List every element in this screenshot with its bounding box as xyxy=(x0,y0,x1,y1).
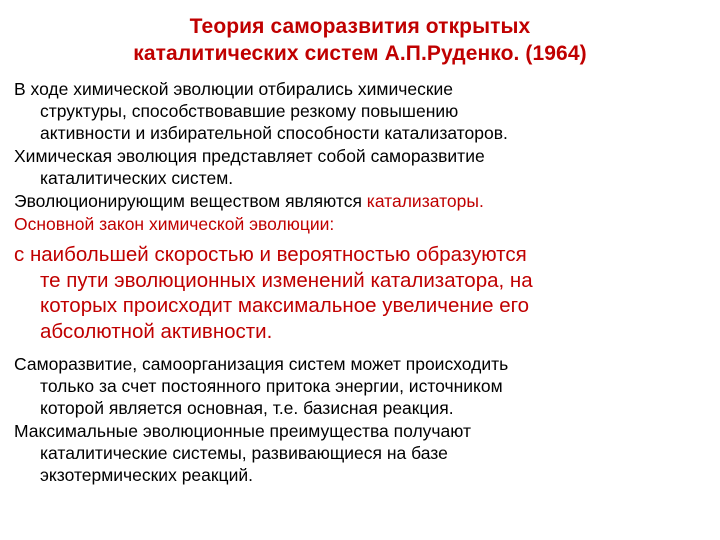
paragraph-4-law-heading xyxy=(14,213,706,235)
paragraph-7-line-2: каталитические системы, развивающиеся на базе xyxy=(40,442,448,463)
paragraph-7-line-3: экзотермических реакций. xyxy=(40,464,253,485)
paragraph-2-line-1: Химическая эволюция представляет собой саморазвитие xyxy=(14,145,485,166)
paragraph-6-line-3: которой является основная, т.е. базисная реакция. xyxy=(40,397,454,418)
paragraph-5-line-3: которых происходит максимальное увеличение его xyxy=(40,294,530,318)
paragraph-3-text: Эволюционирующим веществом являются xyxy=(14,190,367,211)
paragraph-5-line-4: абсолютной активности. xyxy=(40,319,273,343)
paragraph-3-highlight: катализаторы. xyxy=(366,190,484,211)
paragraph-5-line-2: те пути эволюционных изменений катализатора, на xyxy=(40,268,533,292)
paragraph-7 xyxy=(14,420,706,486)
paragraph-1-line-1: В ходе химической эволюции отбирались химические xyxy=(14,78,453,99)
paragraph-2 xyxy=(14,145,706,189)
paragraph-1-line-2: структуры, способствовавшие резкому повышению xyxy=(40,100,459,121)
slide-body xyxy=(14,78,706,486)
paragraph-2-line-2: каталитических систем. xyxy=(40,167,234,188)
paragraph-7-line-1: Максимальные эволюционные преимущества получают xyxy=(14,420,472,441)
paragraph-3 xyxy=(14,190,706,212)
paragraph-4-line-1: Основной закон химической эволюции: xyxy=(14,214,335,235)
paragraph-5-law-statement xyxy=(14,242,706,345)
slide-title-line-2: каталитических систем А.П.Руденко. (1964) xyxy=(133,41,587,65)
paragraph-1-line-3: активности и избирательной способности катализаторов. xyxy=(40,122,508,143)
slide-title-line-1: Теория саморазвития открытых xyxy=(189,15,531,38)
paragraph-6 xyxy=(14,353,706,419)
paragraph-5-line-1: с наибольшей скоростью и вероятностью образуются xyxy=(14,243,527,267)
paragraph-6-line-1: Саморазвитие, самоорганизация систем может происходить xyxy=(14,353,509,374)
paragraph-6-line-2: только за счет постоянного притока энергии, источником xyxy=(40,375,503,396)
slide-title xyxy=(14,14,706,68)
paragraph-1 xyxy=(14,78,706,144)
